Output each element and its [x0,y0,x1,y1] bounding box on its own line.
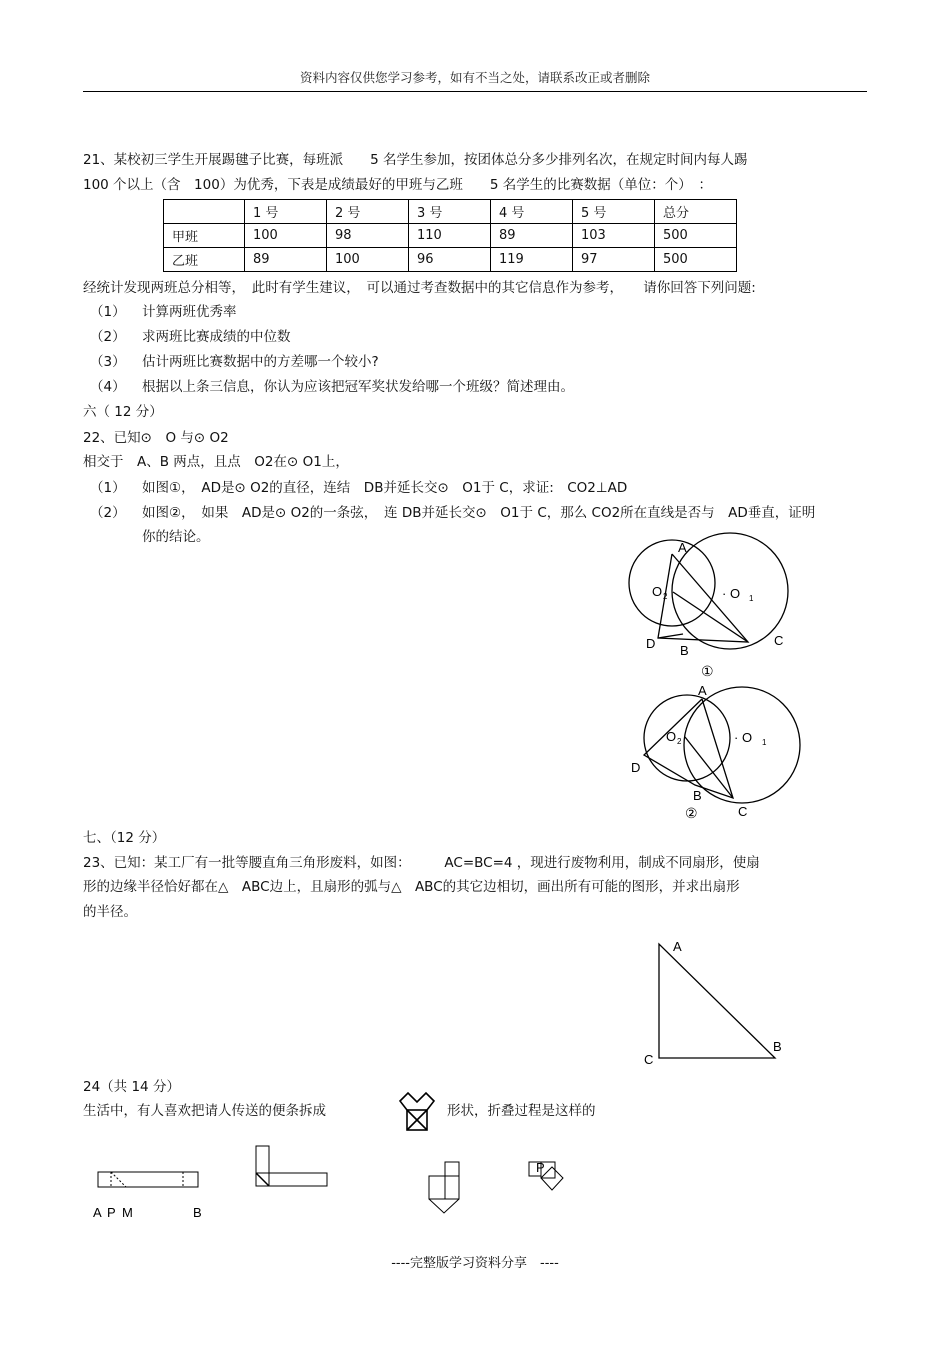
fold-line [111,1172,126,1187]
label-c: C [644,1052,654,1067]
table-row [164,248,737,272]
folded-note-icon [397,1089,442,1134]
label-p: P [107,1205,116,1220]
section-7-heading: 七、（12 分） [83,830,166,846]
label-a: A [93,1205,102,1220]
q22-line2: 相交于 A、B 两点，且点 O2在⊙ O1上， [83,454,349,470]
triangle-figure [640,935,800,1070]
figure-2-caption: ② [685,805,698,821]
table-header-cell [164,200,245,224]
paper-top-square [445,1162,459,1176]
table-cell: 103 [573,224,655,248]
q21-line1: 21、某校初三学生开展踢毽子比赛，每班派 5 名学生参加，按团体总分多少排列名次，在规定时间内每人踢 [83,152,748,168]
q21-item-num: （2） [90,329,126,345]
q22-part2-num: （2） [90,505,126,521]
table-cell: 100 [327,248,409,272]
page-footer: ----完整版学习资料分享 ---- [391,1256,559,1271]
label-o1-subscript: 1 [762,738,767,747]
q21-item-num: （4） [90,379,126,395]
table-cell: 98 [327,224,409,248]
table-cell: 89 [491,224,573,248]
table-header-cell: 1 号 [245,200,327,224]
fold-step-3 [429,1162,459,1213]
figure-1-caption: ① [701,663,714,679]
paper-left-column [445,1162,459,1199]
header-divider [83,91,867,92]
q24-text-after: 形状，折叠过程是这样的 [447,1103,596,1119]
table-cell: 97 [573,248,655,272]
q21-item-num: （3） [90,354,126,370]
label-p: P [536,1160,545,1175]
circle-o1 [684,687,800,803]
paper-left-square [429,1176,445,1199]
label-c: C [774,633,784,648]
table-header-cell: 5 号 [573,200,655,224]
fold-step-2 [256,1146,327,1186]
label-o1: · O [722,586,741,601]
label-a: A [698,683,707,698]
label-o2-subscript: 2 [677,737,682,746]
table-cell: 500 [655,248,737,272]
score-table [163,199,737,272]
label-b: B [693,788,702,803]
q23-line2: 形的边缘半径恰好都在△ ABC边上，且扇形的弧与△ ABC的其它边相切，画出所有可能的图形，并求出扇形 [83,879,740,895]
q22-part2-text: 如图②， 如果 AD是⊙ O2的一条弦， 连 DB并延长交⊙ O1于 C，那么 CO2所在直线是否与 AD垂直，证明 [142,505,816,521]
q21-line2: 100 个以上（含 100）为优秀，下表是成绩最好的甲班与乙班 5 名学生的比赛数据（单位：个） ： [83,177,712,193]
q24-text-before: 生活中，有人喜欢把请人传送的便条拆成 [83,1103,326,1119]
quad-adbc [644,699,733,798]
table-cell: 100 [245,224,327,248]
label-o2: O [666,729,677,744]
table-header-cell: 3 号 [409,200,491,224]
triangle-abc [659,944,775,1058]
table-cell: 89 [245,248,327,272]
q21-item-text: 根据以上条三信息，你认为应该把冠军奖状发给哪一个班级？简述理由。 [142,379,574,395]
label-b: B [680,643,689,658]
segment-db [658,634,683,638]
table-cell: 96 [409,248,491,272]
fold-step-1 [98,1172,198,1187]
q21-item-text: 计算两班优秀率 [142,304,237,320]
q22-line1: 22、已知⊙ O 与⊙ O2 [83,430,229,446]
table-header-row [164,200,737,224]
paper-point [429,1199,459,1213]
table-row [164,224,737,248]
table-cell: 乙班 [164,248,245,272]
circle-o2 [644,695,730,781]
label-o1: · O [734,730,753,745]
q21-after-table: 经统计发现两班总分相等， 此时有学生建议， 可以通过考查数据中的其它信息作为参考， 请你回答下列问题: [83,280,756,296]
q23-line3: 的半径。 [83,904,137,920]
note-wings [400,1093,434,1110]
label-d: D [646,636,656,651]
table-header-cell: 总分 [655,200,737,224]
circle-figure-2 [620,678,820,828]
paper-horizontal [269,1173,327,1186]
q21-item-text: 估计两班比赛数据中的方差哪一个较小? [142,354,379,370]
label-b: B [773,1039,782,1054]
table-cell: 500 [655,224,737,248]
q21-item-num: （1） [90,304,126,320]
label-o1-subscript: 1 [749,594,754,603]
label-o2-subscript: 2 [663,592,668,601]
label-m: M [122,1205,133,1220]
label-a: A [678,540,687,555]
fold-step-4 [529,1162,563,1190]
table-cell: 119 [491,248,573,272]
folding-steps-figure [90,1140,590,1230]
q22-part1-num: （1） [90,480,126,496]
q22-part1-text: 如图①， AD是⊙ O2的直径，连结 DB并延长交⊙ O1于 C，求证: CO2⊥AD [142,480,628,496]
table-cell: 甲班 [164,224,245,248]
section-6-heading: 六（ 12 分） [83,404,163,420]
page-header: 资料内容仅供您学习参考，如有不当之处，请联系改正或者删除 [299,70,650,85]
label-d: D [631,760,641,775]
label-b: B [193,1205,202,1220]
table-cell: 110 [409,224,491,248]
table-header-cell: 4 号 [491,200,573,224]
label-a: A [673,939,682,954]
label-c: C [738,804,748,819]
fold-line [256,1173,269,1186]
q22-part2-text-cont: 你的结论。 [142,529,210,545]
circle-figure-1 [600,530,820,685]
table-header-cell: 2 号 [327,200,409,224]
q24-title: 24（共 14 分） [83,1079,180,1095]
label-o2: O [652,584,663,599]
q23-line1: 23、已知：某工厂有一批等腰直角三角形废料，如图： AC=BC=4 ，现进行废物利用，制成不同扇形，使扇 [83,855,760,871]
q21-item-text: 求两班比赛成绩的中位数 [142,329,291,345]
